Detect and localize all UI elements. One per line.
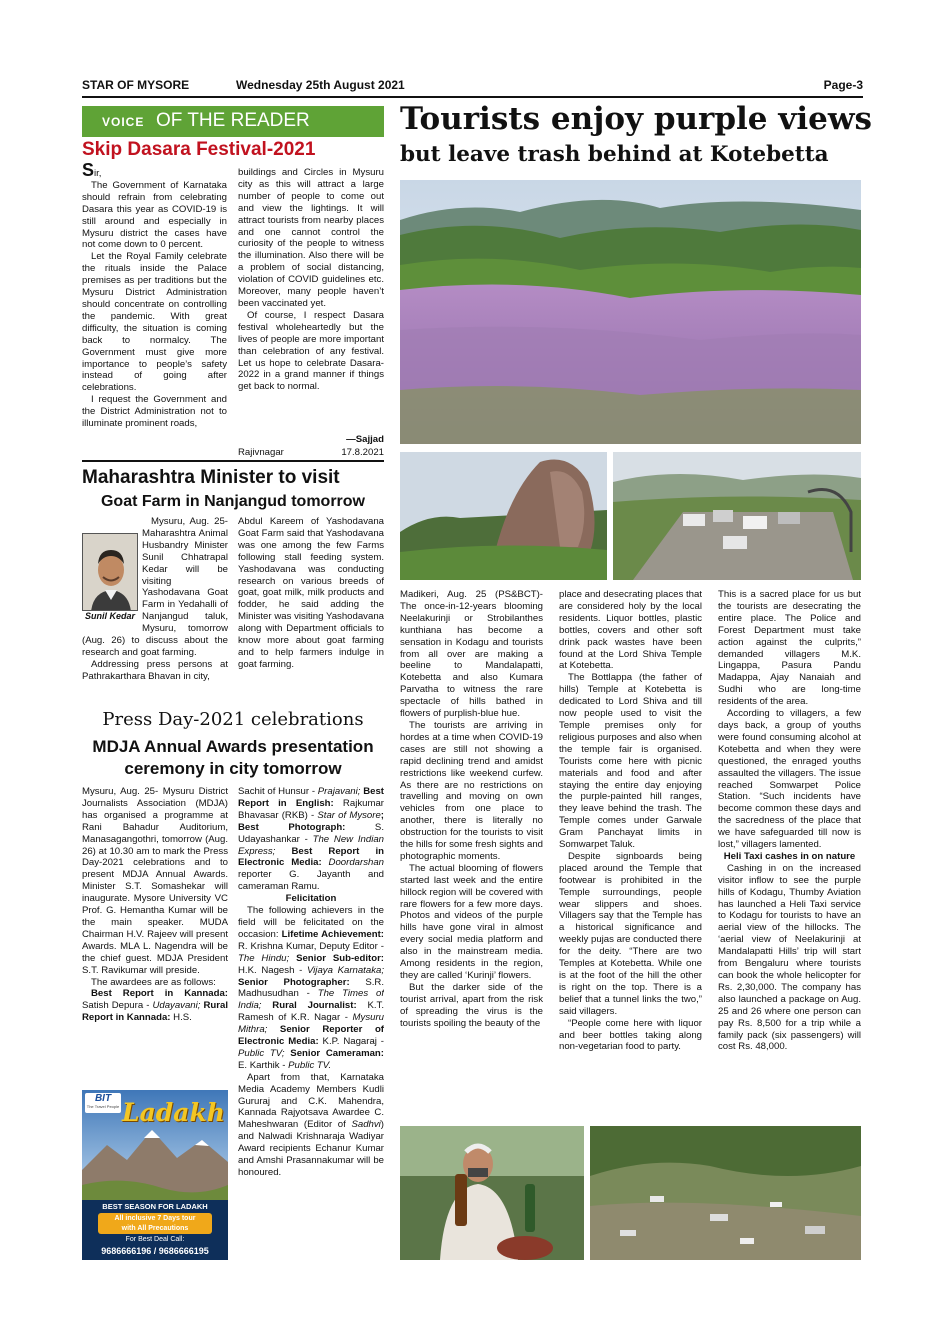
award-label: Senior Reporter of Electronic Media:: [238, 1024, 384, 1048]
tour-para: This is a sacred place for us but the tourists are desecrating the entire place. The Police and Forest Department must take action against the culprits,” demanded villagers M.K. Lingappa, Pasura Pandu Madappa, Ajay Nanaiah and Sudhi who are long-time residents of the area.: [718, 589, 861, 708]
award-label: Rural Report in Kannada:: [82, 1000, 228, 1024]
tour-para: According to villagers, a few days back, a group of youths were found consuming alcohol at Kotebetta and when they were questioned, the enraged youths assaulted the villagers. The issue reached Somwarpet Police Station. “Such incidents have become common these days and the sacredness of the place that we have safeguarded till now is lost,” villagers lamented.: [718, 708, 861, 851]
maha-para: Addressing press persons at Pathrakarthara Bhavan in city,: [82, 658, 228, 682]
award-media: The Times of India;: [238, 988, 384, 1012]
landscape-illustration: [400, 180, 861, 444]
heli-subhead: Heli Taxi cashes in on nature: [723, 850, 856, 862]
tour-para: The Bottlappa (the father of hills) Temple at Kotebetta is dedicated to Lord Shiva and till now people used to visit the Temple premises only for religious purposes and also when the temple fair is organised. Tourists come here with picnic materials and food and after staying the entire day enjoying the purple-painted hill ranges, they leave behind the trash. The Temple comes under Garwale Gram Panchayat limits in Somwarpet Taluk.: [559, 672, 702, 851]
letter-place: Rajivnagar: [238, 447, 284, 458]
award-media: Sadhvi: [351, 1119, 381, 1131]
header-rule: [82, 96, 863, 98]
page-number: Page-3: [823, 78, 863, 92]
ad-call-label: For Best Deal Call:: [125, 1236, 185, 1243]
maha-para: Mysuru, Aug. 25- Maharashtra Animal Husbandry Minister Sunil Chhatrapal Kedar will be visiting Yashodavana Goat Farm in Yedahalli of Nanjangud taluk, Mysuru, tomorrow (Aug. 26) to discuss about the research and goat farming.: [82, 516, 228, 658]
photo-caption: Sunil Kedar: [84, 611, 135, 621]
press-col-1: [82, 786, 228, 1086]
press-para: The awardees are as follows:: [91, 976, 216, 988]
award-value: S.R. Madhusudhan -: [238, 976, 384, 1000]
ad-season: BEST SEASON FOR LADAKH: [102, 1202, 208, 1211]
award-media: Doordarshan: [321, 857, 384, 869]
letter-signature: —Sajjad: [346, 434, 384, 445]
award-label: Senior Sub-editor:: [289, 952, 384, 964]
maha-col-1: [82, 516, 228, 701]
ad-phones[interactable]: 9686666196 / 9686666195: [101, 1246, 209, 1256]
award-value: R. Krishna Kumar, Deputy Editor -: [238, 940, 384, 952]
press-text: ) and Nalwadi Krishnaraja Wadiyar Award recipients Echanur Kumar and Amshi Prasannakumar will be honoured.: [238, 1119, 384, 1178]
award-label: ; Best Photograph:: [238, 809, 384, 833]
award-value: S. Udayashankar -: [238, 821, 384, 845]
letter-para: Of course, I respect Dasara festival wholeheartedly but the lives of people are more important than celebration of any festival. Let us hope to celebrate Dasara-2022 in a grand manner if things get back to normal.: [238, 309, 384, 393]
letter-col-2: [238, 167, 384, 435]
award-media: Mysuru Mithra;: [238, 1012, 384, 1036]
maha-headline: Maharashtra Minister to visit: [82, 467, 340, 488]
parking-illustration: [613, 452, 861, 580]
award-value: H.K. Nagesh -: [238, 964, 307, 976]
award-value: K.P. Nagaraj -: [318, 1036, 384, 1048]
press-headline-2: ceremony in city tomorrow: [124, 759, 342, 778]
award-value: Sachit of Hunsur -: [238, 786, 318, 797]
press-headline-1: MDJA Annual Awards presentation: [92, 737, 374, 756]
tour-col-3: [718, 589, 861, 1124]
main-subheadline: but leave trash behind at Kotebetta: [400, 142, 829, 167]
letter-para: Let the Royal Family celebrate the rituals inside the Palace premises as per traditions but the Mysuru District Administration should concentrate on controlling the pandemic. With great difficulty, the situation is coming back to normalcy. The Government must give more importance to people’s safety instead of going after celebrations.: [82, 251, 227, 394]
award-label: Best Report in Kannada:: [91, 988, 228, 1000]
tour-para: Madikeri, Aug. 25 (PS&BCT)- The once-in-12-years blooming Neelakurinji or Strobilanthes kunthiana has become a sensation in Kodagu and tourists from all over are making a beeline to Mandalapatti, Kotebetta and also Kumara Parvatha to witness the rare spectacle of hills bathed in flowers of purplish-blue hue.: [400, 589, 543, 720]
rock-hill-photo: [400, 452, 607, 580]
award-label: Senior Photographer:: [238, 976, 350, 988]
award-value: Rajkumar Bhavasar (RKB) -: [238, 797, 384, 821]
award-media: Udayavani;: [152, 1000, 201, 1012]
bottles-illustration: [400, 1126, 584, 1260]
trash-illustration: [590, 1126, 861, 1260]
section-rule: [82, 460, 384, 462]
award-label: Lifetime Achievement:: [281, 928, 384, 940]
ad-title: Ladakh: [122, 1098, 225, 1127]
photo-float: [82, 516, 142, 629]
award-label: Best Report in Electronic Media:: [238, 845, 384, 869]
liquor-bottles-photo: [400, 1126, 584, 1260]
tour-para: The actual blooming of flowers started last week and the entire hillock region will be covered with rare flowers for a few more days. Photos and videos of the purple hills have gone viral in almost every social media platform and also in the mainstream media. Among residents in the region, they are called ‘Kurinji’ flowers.: [400, 862, 543, 981]
award-value: reporter G. Jayanth and cameraman Ramu.: [238, 869, 384, 893]
voice-banner: [82, 106, 384, 137]
letter-para: I request the Government and the District Administration not to illuminate prominent roads,: [82, 394, 227, 430]
award-media: Prajavani;: [317, 786, 361, 797]
award-media: Vijaya Karnataka;: [306, 964, 384, 976]
paper-name: STAR OF MYSORE: [82, 78, 190, 92]
drop-cap: S: [82, 163, 95, 180]
award-value: H.S.: [170, 1012, 192, 1024]
letter-col-1: [82, 163, 227, 459]
letter-para: buildings and Circles in Mysuru city as this will attract a large number of people to come out and view the lightings. It will attract tourists from nearby places and one cannot control the curiosity of the people to witness the illumination. Also there will be a problem of social distancing, violation of COVID guidelines etc. Moreover, many people haven’t been vaccinated yet.: [238, 167, 384, 309]
trash-photo: [590, 1126, 861, 1260]
award-value: E. Karthik -: [238, 1059, 289, 1071]
maha-col-2: [238, 516, 384, 701]
press-kicker: Press Day-2021 celebrations: [102, 709, 364, 730]
award-media: The New Indian Express;: [238, 833, 384, 857]
award-media: Public TV.: [288, 1059, 332, 1071]
felicitation-heading: Felicitation: [285, 893, 337, 905]
tour-para: Despite signboards being placed around the Temple that footwear is prohibited in the Temple surroundings, people wear slippers and shoes. Villagers say that the Temple has a historical significance and weekly pujas are conducted there for the deity. “There are two Temples at Kotebetta. While one is at the foot of the hill the other is right on the top. There is a belief that a tunnel links the two,” said villagers.: [559, 850, 702, 1017]
award-media: Public TV;: [238, 1047, 285, 1059]
award-value: K.T. Ramesh of K.R. Nagar -: [238, 1000, 384, 1024]
award-label: Best Report in English:: [238, 786, 384, 809]
tour-col-2: [559, 589, 702, 1124]
press-para: Mysuru, Aug. 25- Mysuru District Journalists Association (MDJA) has organised a programme at Rani Bahadur Auditorium, Manasagangothri, tomorrow (Aug. 26) at 10.30 am to mark the Press Day-2021 celebrations and to present MDJA Annual Awards. Minister S.T. Somashekar will inaugurate. Mysore University VC Prof. G. Hemantha Kumar will be the main speaker. MUDA Chairman H.V. Rajeev will present Awards. MLA L. Nagendra will be the chief guest. MDJA President S.T. Ravikumar will preside.: [82, 786, 228, 976]
voice-label: VOICE: [102, 115, 145, 129]
ad-tagline: The Travel People: [86, 1104, 120, 1109]
ad-offer: with All Precautions: [121, 1225, 189, 1232]
maha-subheadline: Goat Farm in Nanjangud tomorrow: [100, 493, 365, 510]
award-media: The Hindu;: [238, 952, 290, 964]
salutation: ir,: [94, 168, 102, 179]
reader-label: OF THE READER: [156, 110, 310, 131]
purple-hills-photo: [400, 180, 861, 444]
ad-offer: All inclusive 7 Days tour: [114, 1215, 196, 1222]
maha-para: Abdul Kareem of Yashodavana Goat Farm said that Yashodavana was one among the few Farms following stall feeding system. Yashodavana was conducting research on various breeds of goat, goat milk, milk products and fodder, he said adding the Minister was visiting Yashodavana along with Department officials to know more about goat farming and to help farmers indulge in goat farming.: [238, 516, 384, 670]
tour-para: Cashing in on the increased visitor inflow to see the purple hills of Kodagu, Thumby Aviation has launched a Heli Taxi service to Kodagu for tourists to have an aerial view of the hillocks. The ‘aerial view of Neelakurinji at Mandalapatti Hills’ trip will start from Bengaluru where tourists can book the whole helicopter for Rs. 2,30,000. The company has also launched a package on Aug. 25 and 26 where one person can pay Rs. 8,500 for a trip while a family pack (six passengers) will cost Rs. 48,000.: [718, 862, 861, 1053]
tour-para: The tourists are arriving in hordes at a time when COVID-19 cases are still not showing a rapid declining trend and amidst restrictions like weekend curfew. As there are no restrictions on travelling and moving on own vehicles from one place to another, there is literally no obstruction for the tourists to visit the hills for some fresh sights and photographic moments.: [400, 719, 543, 862]
award-media: Star of Mysore: [317, 809, 381, 821]
press-text: The following achievers in the field will be felicitated on the occasion:: [238, 905, 384, 940]
ad-logo: [85, 1093, 121, 1113]
ladakh-ad[interactable]: [82, 1090, 228, 1260]
letter-para: The Government of Karnataka should refrain from celebrating Dasara this year as COVID-19 is still around and especially in Mysuru district the cases have not come down to 0 percent.: [82, 179, 227, 251]
main-headline: Tourists enjoy purple views: [400, 101, 872, 137]
award-value: Satish Depura -: [82, 1000, 153, 1012]
tour-para: “People come here with liquor and beer bottles taking along non-vegetarian food to party.: [559, 1017, 702, 1053]
ad-brand: BIT: [94, 1093, 112, 1104]
award-label: Senior Cameraman:: [284, 1047, 384, 1059]
parking-photo: [613, 452, 861, 580]
letter-title: Skip Dasara Festival-2021: [82, 139, 316, 160]
tour-para: place and desecrating places that are considered holy by the local residents. Liquor bottles, plastic bottles, covers and other soft drink pack wastes have been found at the Lord Shiva Temple at Kotebetta.: [559, 589, 702, 672]
tour-col-1: [400, 589, 543, 1124]
tour-para: But the darker side of the tourist arrival, apart from the risk of spreading the virus is the tourists spoiling the beauty of the: [400, 981, 543, 1029]
letter-date: 17.8.2021: [341, 447, 384, 458]
award-label: Rural Journalist:: [261, 1000, 357, 1012]
issue-date: Wednesday 25th August 2021: [236, 78, 405, 92]
rock-illustration: [400, 452, 607, 580]
ad-offer-badge: [98, 1213, 212, 1234]
press-text: Apart from that, Karnataka Media Academy Members Kudli Gururaj and C.K. Mahendra, Kannada Rajyotsava Awardee C. Maheshwaran (Editor of: [238, 1071, 384, 1131]
press-col-2: [238, 786, 384, 1262]
